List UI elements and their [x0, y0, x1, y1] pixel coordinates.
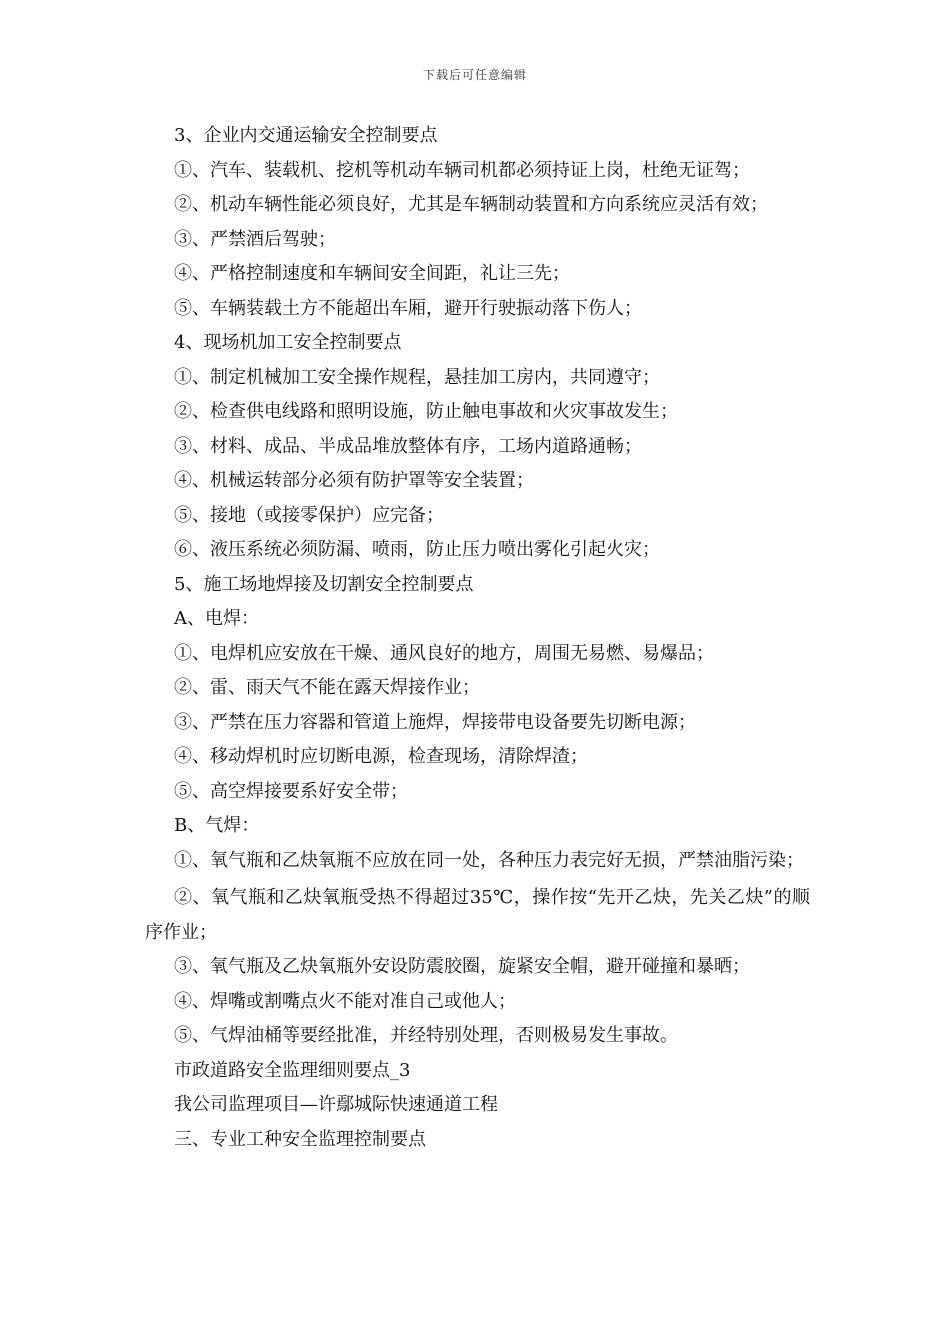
project-line: 我公司监理项目—许鄢城际快速通道工程 — [174, 1094, 498, 1115]
document-title-line: 市政道路安全监理细则要点_3 — [174, 1059, 411, 1081]
paragraph-oxygen-heat: ②、氧气瓶和乙炔氧瓶受热不得超过35℃，操作按“先开乙炔，先关乙炔”的顺序作业； — [145, 887, 810, 943]
list-item: ②、雷、雨天气不能在露天焊接作业； — [174, 677, 480, 698]
list-item: ②、机动车辆性能必须良好，尤其是车辆制动装置和方向系统应灵活有效； — [174, 194, 768, 215]
list-item: ③、氧气瓶及乙炔氧瓶外安设防震胶圈，旋紧安全帽，避开碰撞和暴晒； — [174, 956, 750, 977]
list-item: ①、制定机械加工安全操作规程，悬挂加工房内，共同遵守； — [174, 366, 660, 388]
list-item: ④、焊嘴或割嘴点火不能对准自己或他人； — [174, 990, 516, 1012]
section-heading-welding: 5、施工场地焊接及切割安全控制要点 — [174, 573, 474, 595]
list-item: ⑤、车辆装载土方不能超出车厢，避开行驶振动落下伤人； — [174, 297, 642, 319]
list-item: ①、电焊机应安放在干燥、通风良好的地方，周围无易燃、易爆品； — [174, 642, 714, 664]
list-item: ⑤、高空焊接要系好安全带； — [174, 780, 408, 802]
list-item: ④、严格控制速度和车辆间安全间距，礼让三先； — [174, 263, 570, 284]
document-body — [145, 119, 810, 1157]
list-item: ③、严禁酒后驾驶； — [174, 228, 336, 250]
subheading-electric-welding: A、电焊： — [174, 608, 259, 629]
section-heading-trades: 三、专业工种安全监理控制要点 — [174, 1128, 426, 1150]
list-item: ⑥、液压系统必须防漏、喷雨，防止压力喷出雾化引起火灾； — [174, 539, 660, 560]
section-heading-traffic: 3、企业内交通运输安全控制要点 — [174, 125, 438, 146]
subheading-gas-welding: B、气焊： — [174, 815, 260, 836]
list-item: ②、检查供电线路和照明设施，防止触电事故和火灾事故发生； — [174, 401, 678, 422]
page-header-note: 下载后可任意编辑 — [422, 68, 527, 82]
list-item: ①、汽车、装载机、挖机等机动车辆司机都必须持证上岗，杜绝无证驾； — [174, 159, 750, 181]
paragraph-oxygen-storage: ①、氧气瓶和乙炔氧瓶不应放在同一处，各种压力表完好无损，严禁油脂污染； — [174, 849, 804, 871]
section-heading-machining: 4、现场机加工安全控制要点 — [174, 332, 402, 353]
list-item: ③、严禁在压力容器和管道上施焊，焊接带电设备要先切断电源； — [174, 711, 696, 733]
list-item: ③、材料、成品、半成品堆放整体有序，工场内道路通畅； — [174, 435, 642, 457]
list-item: ④、移动焊机时应切断电源，检查现场，清除焊渣； — [174, 746, 588, 767]
list-item: ④、机械运转部分必须有防护罩等安全装置； — [174, 470, 534, 491]
list-item: ⑤、气焊油桶等要经批准，并经特别处理，否则极易发生事故。 — [174, 1025, 678, 1046]
list-item: ⑤、接地（或接零保护）应完备； — [174, 504, 444, 526]
